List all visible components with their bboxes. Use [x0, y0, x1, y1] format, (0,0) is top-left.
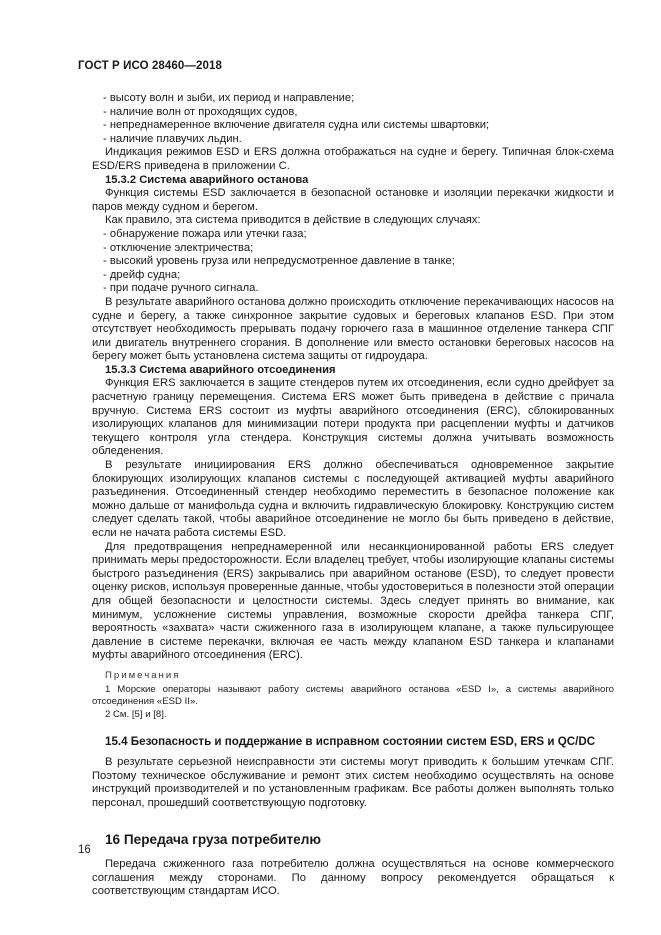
list-item: - отключение электричества;	[92, 242, 614, 256]
note-item: 2 См. [5] и [8].	[105, 708, 167, 720]
paragraph: В результате серьезной неисправности эти системы могут приводить к большим утечкам СПГ. Поэтому техническое обслуживание и ремонт этих систем необходимо осуществлять на основе инструкций производителей и по установленным графикам. Все работы должен выполнять только персонал, прошедший соответствующую подготовку.	[92, 756, 614, 809]
list-item: - наличие волн от проходящих судов,	[92, 106, 614, 120]
paragraph: Функция системы ESD заключается в безопасной остановке и изоляции перекачки жидкости и паров между судном и берегом.	[92, 187, 614, 213]
document-header: ГОСТ Р ИСО 28460—2018	[78, 60, 223, 72]
paragraph: В результате аварийного останова должно происходить отключение перекачивающих насосов на судне и берегу, а также синхронное закрытие судовых и береговых клапанов ESD. При этом отсутствует необходимость прерывать подачу горючего газа в машинное отделение танкера СПГ или двигатель внутреннего сгорания. В дополнение или вместо остановки береговых насосов на берегу может быть установлена система защиты от гидроудара.	[92, 295, 614, 363]
paragraph: Индикация режимов ESD и ERS должна отображаться на судне и берегу. Типичная блок-схема ESD/ERS приведена в приложении С.	[92, 146, 614, 172]
list-item: - высокий уровень груза или непредусмотренное давление в танке;	[92, 255, 614, 269]
list-item: - непреднамеренное включение двигателя судна или системы швартовки;	[92, 119, 614, 133]
list-item: - при подаче ручного сигнала.	[92, 282, 614, 296]
section-heading-15-4: 15.4 Безопасность и поддержание в исправном состоянии систем ESD, ERS и QC/DC	[105, 734, 596, 748]
paragraph: Функция ERS заключается в защите стендеров путем их отсоединения, если судно дрейфует за расчетную границу перемещения. Система ERS может быть приведена в действие с причала вручную. Система ERS состоит из муфты аварийного отсоединения (ERC), сблокированных изолирующих клапанов для минимизации потери продукта при расцеплении муфты и датчиков текущего контроля угла стендера. Конструкция системы должна учитывать возможность обледенения.	[92, 377, 614, 458]
page-number: 16	[78, 844, 91, 856]
paragraph: Передача сжиженного газа потребителю должна осуществляться на основе коммерческого соглашения между сторонами. По данному вопросу рекомендуется обращаться к соответствующим стандартам ИСО.	[92, 858, 614, 898]
section-heading-15-3-3: 15.3.3 Система аварийного отсоединения	[105, 363, 336, 376]
paragraph: Как правило, эта система приводится в действие в следующих случаях:	[105, 214, 481, 227]
notes-label: Примечания	[105, 669, 181, 681]
section-heading-15-3-2: 15.3.2 Система аварийного останова	[105, 173, 309, 186]
section-heading-16: 16 Передача груза потребителю	[105, 831, 321, 847]
document-body	[92, 92, 614, 899]
list-item: - высоту волн и зыби, их период и направление;	[92, 92, 614, 106]
note-item: 1 Морские операторы называют работу системы аварийного останова «ESD I», а системы аварийного отсоединения «ESD II».	[92, 683, 614, 707]
list-item: - обнаружение пожара или утечки газа;	[92, 228, 614, 242]
list-item: - дрейф судна;	[92, 269, 614, 283]
list-item: - наличие плавучих льдин.	[92, 133, 614, 147]
paragraph: Для предотвращения непреднамеренной или несанкционированной работы ERS следует принимать меры предосторожности. Если владелец требует, чтобы изолирующие клапаны системы быстрого разъединения (ERS) закрывались при аварийном останове (ESD), то следует провести оценку рисков, используя проверенные данные, чтобы удостовериться в полезности этой операции для общей безопасности и целостности системы. Здесь следует принять во внимание, как минимум, усложнение системы управления, возможные скорости дрейфа танкера СПГ, вероятность «захвата» части сжиженного газа в изолирующем клапане, а также пульсирующее давление в системе перекачки, включая ее часть между клапаном ESD танкера и клапанами муфты аварийного отсоединения (ERC).	[92, 540, 614, 662]
paragraph: В результате инициирования ERS должно обеспечиваться одновременное закрытие блокирующих изолирующих клапанов системы с последующей активацией муфты аварийного разъединения. Отсоединенный стендер необходимо переместить в безопасное положение как можно дальше от манифольда судна и включить гидравлическую блокировку. Конструкцию систем следует сделать такой, чтобы аварийное отсоединение не могло бы быть приведено в действие, если не начата работа системы ESD.	[92, 459, 614, 539]
